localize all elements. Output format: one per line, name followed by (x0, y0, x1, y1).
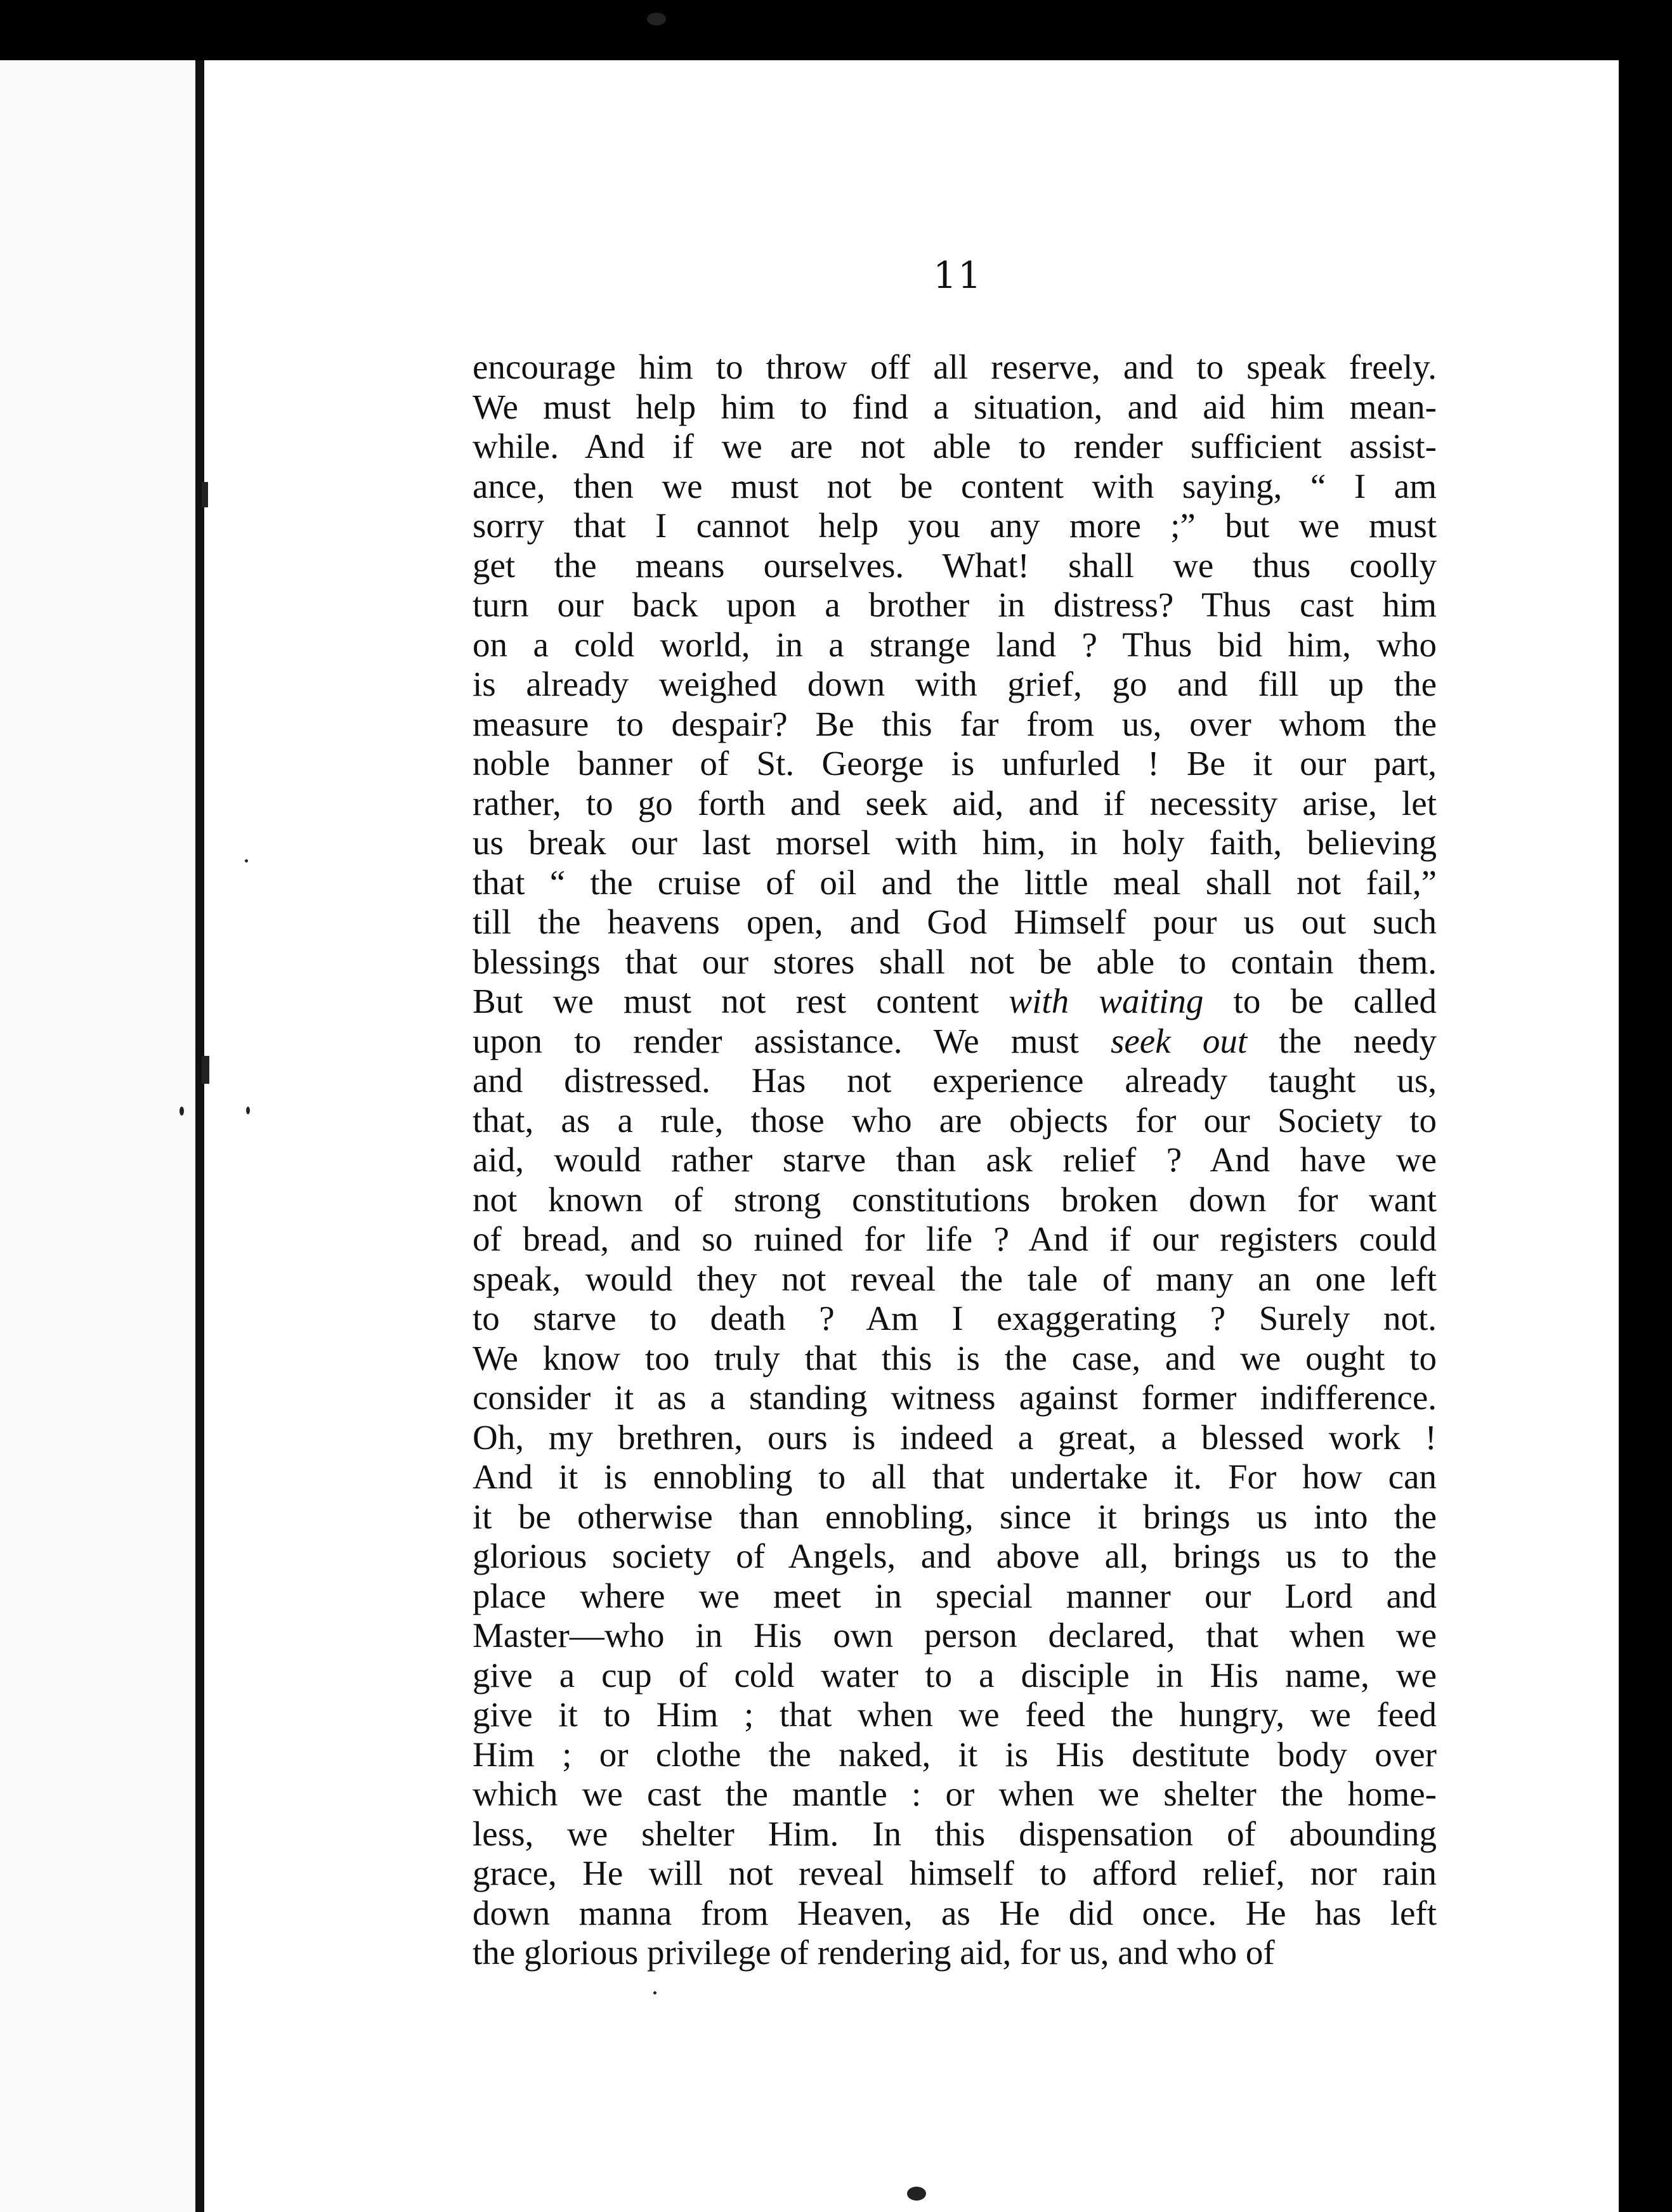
text-line: grace, He will not reveal himself to afford relief, nor rain (473, 1854, 1437, 1892)
text-line: that “ the cruise of oil and the little meal shall not fail,” (473, 862, 1437, 902)
text-line: less, we shelter Him. In this dispensation of abounding (473, 1814, 1437, 1853)
text-line: blessings that our stores shall not be able to contain them. (473, 942, 1437, 981)
text-line: give it to Him ; that when we feed the hungry, we feed (473, 1695, 1437, 1734)
scan-speck (245, 859, 248, 862)
text-line: rather, to go forth and seek aid, and if necessity arise, let (473, 783, 1437, 823)
text-line: noble banner of St. George is unfurled ! Be it our part, (473, 744, 1437, 783)
text-line: Him ; or clothe the naked, it is His destitute body over (473, 1734, 1437, 1774)
text-line: Oh, my brethren, ours is indeed a great, a blessed work ! (473, 1417, 1437, 1457)
text-line: consider it as a standing witness against former indifference. (473, 1378, 1437, 1417)
scan-speck (180, 1107, 184, 1116)
scan-speck (647, 13, 666, 25)
text-line: sorry that I cannot help you any more ;” but we must (473, 506, 1437, 545)
text-line: us break our last morsel with him, in holy faith, believing (473, 823, 1437, 862)
scan-right-edge (1619, 60, 1672, 2212)
text-run: to be called (1203, 982, 1437, 1020)
text-line: till the heavens open, and God Himself pour us out such (473, 902, 1437, 941)
scan-speck (246, 1107, 250, 1114)
text-line: is already weighed down with grief, go and fill up the (473, 665, 1437, 703)
text-line: the glorious privilege of rendering aid, for us, and who of (473, 1933, 1275, 1972)
text-line-mixed (473, 1022, 1437, 1062)
text-line: We know too truly that this is the case, and we ought to (473, 1338, 1437, 1377)
text-line: We must help him to find a situation, and aid him mean- (473, 387, 1437, 426)
text-line: give a cup of cold water to a disciple in His name, we (473, 1655, 1437, 1695)
text-line: get the means ourselves. What! shall we thus coolly (473, 545, 1437, 585)
gutter-mark (202, 1056, 209, 1084)
text-run: But we must not rest content (473, 982, 1009, 1020)
text-line: that, as a rule, those who are objects for our Society to (473, 1100, 1437, 1140)
text-line: down manna from Heaven, as He did once. He has left (473, 1893, 1437, 1932)
page-gutter (195, 60, 204, 2212)
text-run: upon to render assistance. We must (473, 1021, 1111, 1060)
text-line: glorious society of Angels, and above all, brings us to the (473, 1537, 1437, 1575)
italic-run: with waiting (1009, 982, 1204, 1020)
text-line: while. And if we are not able to render sufficient assist- (473, 427, 1437, 465)
text-line: it be otherwise than ennobling, since it brings us into the (473, 1497, 1437, 1536)
text-line-mixed (473, 982, 1437, 1022)
text-line: aid, would rather starve than ask relief ? And have we (473, 1140, 1437, 1179)
body-text (473, 348, 1437, 1973)
text-line: encourage him to throw off all reserve, and to speak freely. (473, 348, 1437, 386)
scan-speck (653, 1991, 656, 1994)
text-line: and distressed. Has not experience already taught us, (473, 1061, 1437, 1100)
text-line: on a cold world, in a strange land ? Thus bid him, who (473, 625, 1437, 664)
text-line: And it is ennobling to all that undertake it. For how can (473, 1457, 1437, 1496)
facing-page-blank (0, 60, 195, 2212)
scan-speck (907, 2187, 926, 2201)
text-line: place where we meet in special manner our Lord and (473, 1576, 1437, 1615)
text-run: the needy (1247, 1021, 1437, 1060)
text-line: to starve to death ? Am I exaggerating ? Surely not. (473, 1299, 1437, 1337)
italic-run: seek out (1110, 1021, 1248, 1060)
text-line: of bread, and so ruined for life ? And if our registers could (473, 1220, 1437, 1258)
text-line: Master—who in His own person declared, that when we (473, 1616, 1437, 1655)
text-line: measure to despair? Be this far from us, over whom the (473, 704, 1437, 743)
text-line: turn our back upon a brother in distress? Thus cast him (473, 585, 1437, 624)
gutter-mark (202, 482, 208, 507)
text-line: ance, then we must not be content with saying, “ I am (473, 466, 1437, 505)
text-line: speak, would they not reveal the tale of many an one left (473, 1259, 1437, 1298)
page-number: 11 (933, 254, 983, 297)
text-line: not known of strong constitutions broken down for want (473, 1180, 1437, 1219)
text-line: which we cast the mantle : or when we shelter the home- (473, 1774, 1437, 1813)
